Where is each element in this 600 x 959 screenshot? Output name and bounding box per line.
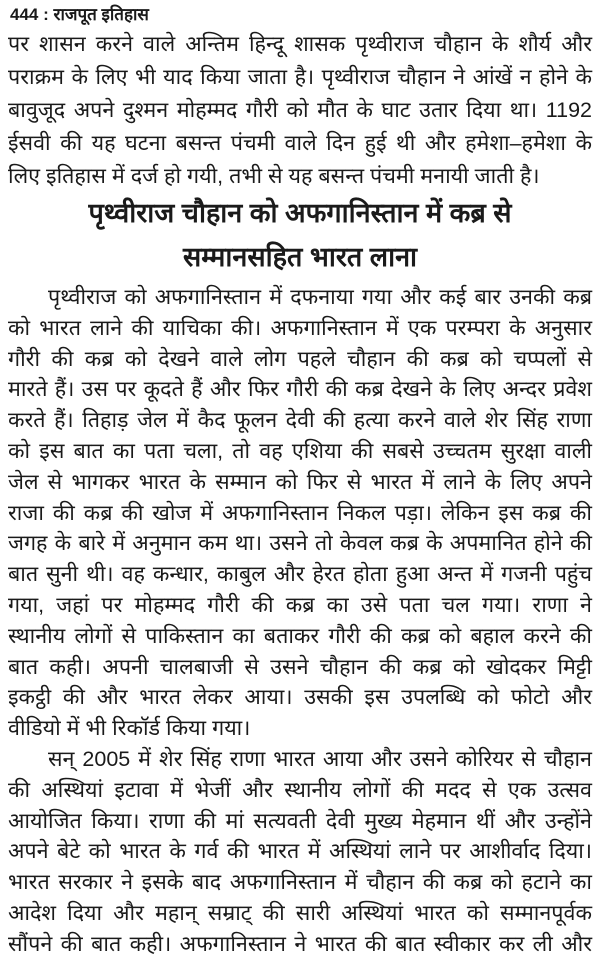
text-line: को इस बात का पता चला, तो वह एशिया की सबसे उच्चतम सुरक्षा वाली <box>8 439 592 463</box>
text-line: स्थानीय लोगों से पाकिस्तान का बताकर गौरी की कब्र को बहाल करने की <box>8 623 592 648</box>
text-line: पर शासन करने वाले अन्तिम हिन्दू शासक पृथ्वीराज चौहान के शौर्य और <box>8 32 592 56</box>
page-number: 444 <box>10 5 39 24</box>
text-line: की अस्थियां इटावा में भेजीं और स्थानीय लोगों की मदद से एक उत्सव <box>8 777 592 802</box>
text-line: करते हैं। तिहाड़ जेल में कैद फूलन देवी की हत्या करने वाले शेर सिंह राणा <box>8 408 592 433</box>
text-line: राजा की कब्र की खोज में अफगानिस्तान निकल पड़ा। लेकिन इस कब्र की <box>8 500 592 525</box>
header-separator: : <box>43 5 49 24</box>
running-header <box>10 2 149 25</box>
text-line: लिए इतिहास में दर्ज हो गयी, तभी से यह बसन्त पंचमी मनायी जाती है। <box>8 164 540 188</box>
text-line: अपने बेटे को भारत के गर्व की भारत में अस्थियां लाने पर आशीर्वाद दिया। <box>8 839 592 864</box>
text-line: सौंपने की बात कही। अफगानिस्तान ने भारत की बात स्वीकार कर ली और <box>8 931 592 956</box>
text-line: बात कही। अपनी चालबाजी से उसने चौहान की कब्र को खोदकर मिट्टी <box>8 654 592 679</box>
text-line: पृथ्वीराज को अफगानिस्तान में दफनाया गया और कई बार उनकी कब्र <box>48 285 592 309</box>
text-line: जगह के बारे में अनुमान कम था। उसने तो केवल कब्र के अपमानित होने की <box>8 531 592 556</box>
section-heading: सम्मानसहित भारत लाना <box>182 242 418 272</box>
text-line: ईसवी की यह घटना बसन्त पंचमी वाले दिन हुई थी और हमेशा–हमेशा के <box>8 131 592 155</box>
text-line: इकट्ठी की और भारत लेकर आया। उसकी इस उपलब्धि को फोटो और <box>8 685 592 710</box>
section-heading: पृथ्वीराज चौहान को अफगानिस्तान में कब्र से <box>88 198 512 228</box>
text-line: बात सुनी थी। वह कन्धार, काबुल और हेरत होता हुआ अन्त में गजनी पहुंच <box>8 562 592 587</box>
text-line: वीडियो में भी रिकॉर्ड किया गया। <box>8 716 251 741</box>
text-line: आदेश दिया और महान् सम्राट् की सारी अस्थियां भारत को सम्मानपूर्वक <box>8 901 592 925</box>
text-line: को भारत लाने की याचिका की। अफगानिस्तान में एक परम्परा के अनुसार <box>8 315 592 340</box>
text-line: सन् 2005 में शेर सिंह राणा भारत आया और उसने कोरियर से चौहान <box>48 747 592 771</box>
book-title: राजपूत इतिहास <box>53 5 149 24</box>
text-line: जेल से भागकर भारत के सम्मान को फिर से भारत में लाने के लिए अपने <box>8 469 592 494</box>
text-line: मारते हैं। उस पर कूदते हैं और फिर गौरी की कब्र देखने के लिए अन्दर प्रवेश <box>8 377 592 402</box>
text-line: गया, जहां पर मोहम्मद गौरी की कब्र का उसे पता चल गया। राणा ने <box>8 593 592 617</box>
text-line: आयोजित किया। राणा की मां सत्यवती देवी मुख्य मेहमान थीं और उन्होंने <box>8 808 592 833</box>
text-line: भारत सरकार ने इसके बाद अफगानिस्तान में चौहान की कब्र को हटाने का <box>8 870 592 895</box>
text-line: बावुजूद अपने दुश्मन मोहम्मद गौरी को मौत के घाट उतार दिया था। 1192 <box>8 98 592 122</box>
text-line: गौरी की कब्र को देखने वाले लोग पहले चौहान की कब्र को चप्पलों से <box>8 346 592 371</box>
text-line: पराक्रम के लिए भी याद किया जाता है। पृथ्वीराज चौहान ने आंखें न होने के <box>8 65 592 89</box>
